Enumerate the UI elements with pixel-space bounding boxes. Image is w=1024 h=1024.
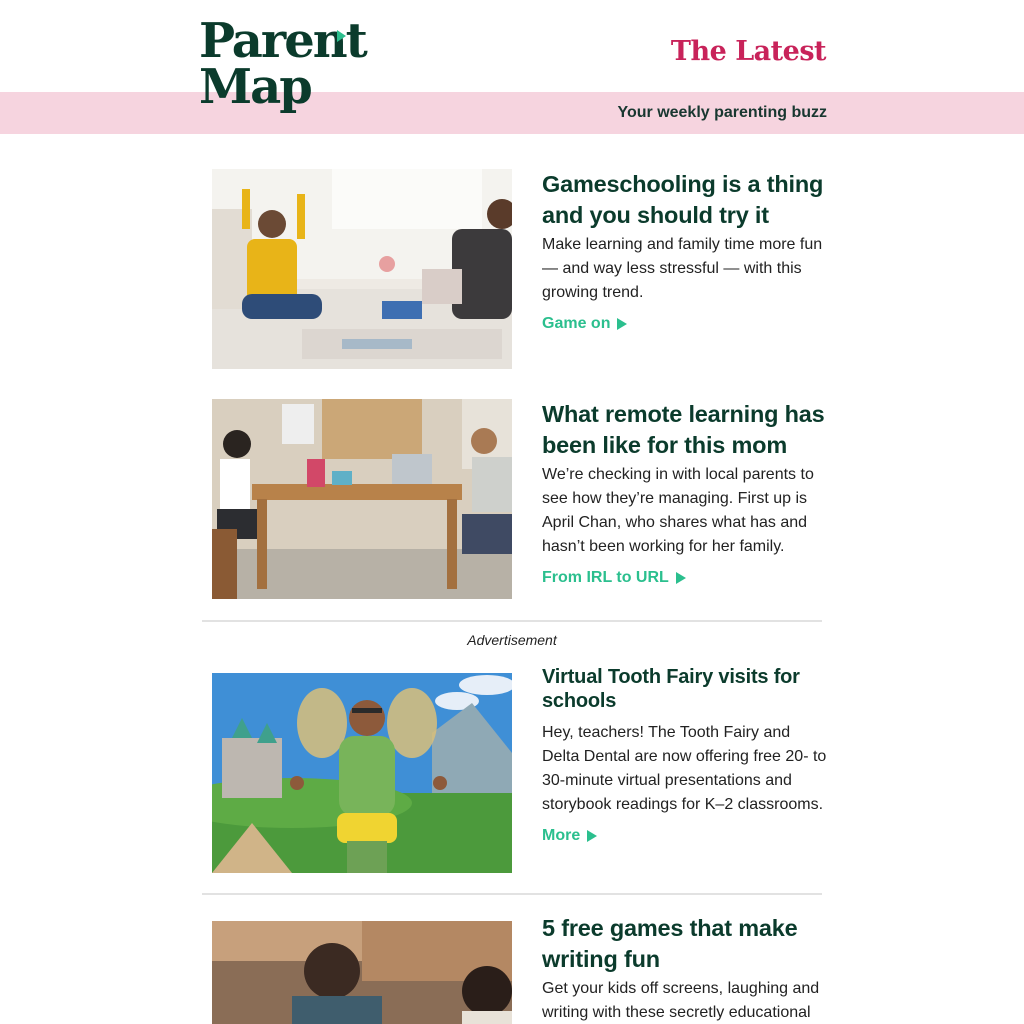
- article-writing-games: [212, 913, 824, 1024]
- article-image-gameschooling[interactable]: [212, 169, 512, 369]
- parentmap-logo[interactable]: [199, 13, 366, 122]
- article-description: Hey, teachers! The Tooth Fairy and Delta Dental are now offering free 20- to 30-minute virtual presentations and storybook readings for K–2 classrooms.: [542, 724, 827, 813]
- newsletter-title: The Latest: [670, 36, 826, 67]
- play-arrow-icon: [587, 830, 597, 842]
- article-image-tooth-fairy[interactable]: [212, 673, 512, 873]
- article-title[interactable]: Gameschooling is a thing and you should try it: [542, 171, 824, 228]
- article-content: [542, 169, 827, 333]
- article-image-remote-learning[interactable]: [212, 399, 512, 599]
- cta-label: More: [542, 827, 581, 844]
- divider: [202, 893, 822, 895]
- article-title[interactable]: 5 free games that make writing fun: [542, 915, 798, 972]
- article-description: Get your kids off screens, laughing and writing with these secretly educational: [542, 980, 820, 1021]
- article-title[interactable]: Virtual Tooth Fairy visits for schools: [542, 666, 800, 712]
- article-gameschooling: [212, 169, 824, 369]
- article-tooth-fairy: [212, 665, 827, 873]
- play-arrow-icon: [617, 318, 627, 330]
- cta-link-game-on[interactable]: [542, 315, 627, 333]
- article-image-writing-games[interactable]: [212, 921, 512, 1024]
- tagline: Your weekly parenting buzz: [617, 104, 827, 121]
- cta-link-more[interactable]: [542, 827, 597, 845]
- article-description: Make learning and family time more fun — and way less stressful — with this growing trend.: [542, 236, 823, 301]
- play-arrow-icon: [676, 572, 686, 584]
- article-content: [542, 665, 827, 845]
- tagline-band: [0, 92, 1024, 134]
- logo-line-1: Parent: [199, 13, 366, 69]
- divider: [202, 620, 822, 622]
- play-triangle-icon: [337, 30, 346, 42]
- advertisement-label: Advertisement: [467, 632, 557, 648]
- cta-link-irl-to-url[interactable]: [542, 569, 686, 587]
- logo-line-2: Map: [199, 59, 311, 115]
- article-title[interactable]: What remote learning has been like for this mom: [542, 401, 825, 458]
- cta-label: Game on: [542, 315, 611, 332]
- cta-label: From IRL to URL: [542, 569, 669, 586]
- article-content: [542, 399, 827, 587]
- article-description: We’re checking in with local parents to see how they’re managing. First up is April Chan, who shares what has and hasn’t been working for her family.: [542, 466, 814, 555]
- article-content: [542, 913, 824, 1024]
- article-remote-learning: [212, 399, 824, 599]
